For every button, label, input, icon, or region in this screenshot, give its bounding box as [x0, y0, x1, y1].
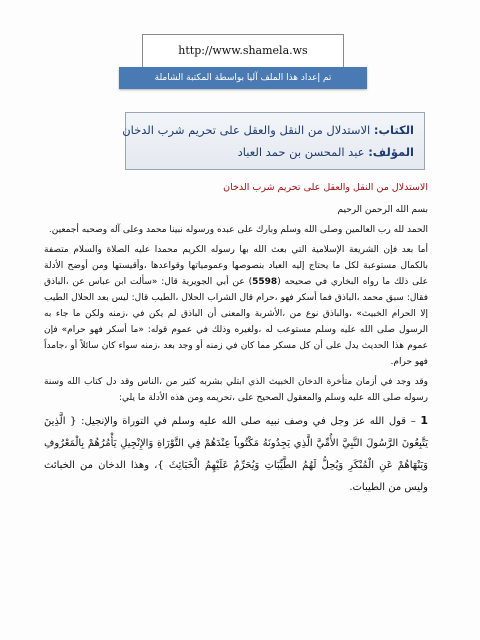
book-info-box [122, 112, 425, 170]
paragraph-2: وقد وجد في أزمان متأخرة الدخان الخبيث الذي ابتلي بشربه كثير من ،الناس وقد دل كتاب الله وسنة رسوله صلى الله عليه وسلم والمعقول الصحيح على ،تحريمه ومن هذه الأدلة ما يلي: [44, 377, 428, 403]
book-title-line [122, 119, 414, 141]
document-body [44, 180, 428, 503]
evidence-item-1 [44, 410, 428, 499]
evidence-number: 1 [420, 414, 428, 427]
evidence-text: – قول الله عز وجل في وصف نبيه صلى الله عليه وسلم في التوراة والإنجيل: { الَّذِينَ يَتَّبِعُونَ الرَّسُولَ النَّبِيَّ الأُمِّيَّ الَّذِي يَجِدُونَهُ مَكْتُوباً عِنْدَهُمْ فِي التَّوْرَاةِ وَالإِنْجِيلِ يَأْمُرُهُمْ بِالْمَعْرُوفِ وَيَنْهَاهُمْ عَنِ الْمُنْكَرِ وَيُحِلُّ لَهُمُ الطَّيِّبَاتِ وَيُحَرِّمُ عَلَيْهِمُ الْخَبَائِثَ }، وهذا الدخان من الخبائث وليس من الطيبات. [44, 416, 428, 493]
paragraph-1 [44, 242, 428, 370]
document-heading: الاستدلال من النقل والعقل على تحريم شرب الدخان [223, 182, 428, 193]
auto-generated-note: تم إعداد هذا الملف آليا بواسطة المكتبة الشاملة [119, 67, 367, 89]
book-label: الكتاب: [373, 123, 414, 137]
shamela-header [142, 34, 344, 88]
hadith-number: 5598 [252, 277, 278, 287]
author-line [136, 141, 414, 163]
paragraph-1-part-b: ) عن أبي الجويرية قال: «سألت ابن عباس عن ،الباذق فقال: سبق محمد ،الباذق فما أسكر فهو ،حرام قال الشراب الحلال ،الطيب قال: ليس بعد الحلال الطيب إلا الحرام الخبيث» ،والباذق نوع من ،الأشربة والمعنى أن الباذق لم يكن في ،زمنه ولكن ما جاء به الرسول صلى الله عليه وسلم مستوعب له ،ولغيره وذلك في عموم قوله: «ما أسكر فهو حرام» فإن عموم هذا الحديث يدل على أن كل مسكر مما كان في زمنه أو وجد بعد ،زمنه سواء كان سائلاً أو ،جامداً فهو حرام. [44, 277, 428, 367]
website-url[interactable]: http://www.shamela.ws [178, 43, 308, 57]
author-label: المؤلف: [368, 145, 414, 159]
opening-praise: الحمد لله رب العالمين وصلى الله وسلم وبارك على عبده ورسوله نبينا محمد وعلى آله وصحبه أجمعين. [48, 225, 428, 235]
basmala: بسم الله الرحمن الرحيم [337, 205, 428, 215]
paragraph-1-part-a: أما بعد فإن الشريعة الإسلامية التي بعث الله بها رسوله الكريم محمدا عليه الصلاة والسلام متصفة بالكمال مستوعبة لكل ما يحتاج إليه العباد بنصوصها وعمومياتها وقواعدها ،وأقيستها ومن أوضح الأدلة على ذلك ما رواه البخاري في صحيحه ( [44, 245, 429, 287]
book-title: الاستدلال من النقل والعقل على تحريم شرب الدخان [122, 123, 371, 137]
author-name: عبد المحسن بن حمد العباد [237, 145, 365, 159]
